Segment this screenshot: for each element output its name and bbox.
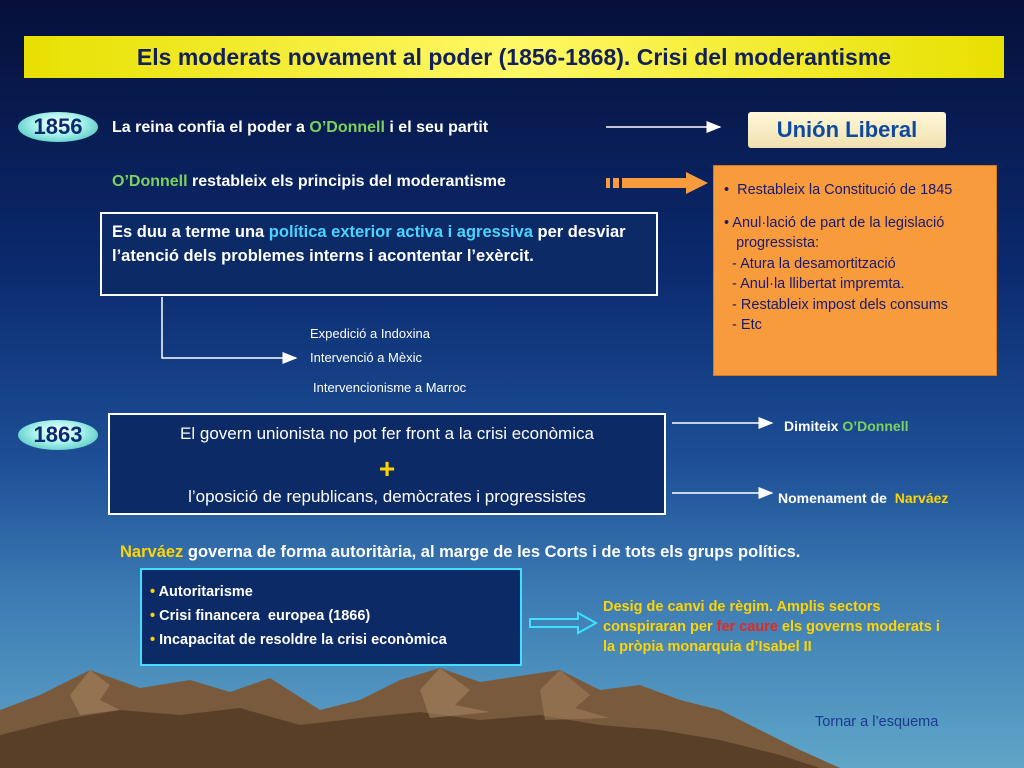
measure-line: • Restableix la Constitució de 1845 xyxy=(724,182,953,198)
striped-arrow xyxy=(606,170,710,196)
cause-text: Crisi financera europea (1866) xyxy=(159,608,371,624)
measure-line: - Atura la desamortització xyxy=(724,255,896,272)
text-post: per desviar l’atenció dels problemes interns i acontentar l’exèrcit. xyxy=(112,223,626,265)
measures-box xyxy=(713,165,997,376)
consequence-highlight: fer caure xyxy=(716,619,778,635)
foreign-policy-box xyxy=(100,212,658,296)
measure-line: - Restableix impost dels consums xyxy=(724,296,949,313)
cause-item xyxy=(150,628,512,652)
text-pre: Dimiteix xyxy=(784,418,843,434)
intervention-mexico: Intervenció a Mèxic xyxy=(310,350,422,365)
narvaez-name: Narváez xyxy=(120,543,184,561)
foreign-policy-highlight: política exterior activa i agressiva xyxy=(268,223,533,241)
measure-line: - Etc xyxy=(724,317,762,333)
appointment-text xyxy=(778,490,948,506)
back-to-outline-link[interactable]: Tornar a l’esquema xyxy=(815,714,939,730)
measure-line: • Anul·lació de part de la legislació xyxy=(724,214,945,231)
consequence-text xyxy=(603,597,953,657)
expedition-indoxina: Expedició a Indoxina xyxy=(310,326,430,341)
text-pre: Nomenament de xyxy=(778,490,895,506)
consequence-arrow xyxy=(528,610,598,636)
odonnell-name: O’Donnell xyxy=(842,418,909,434)
cause-item xyxy=(150,580,512,604)
cause-item xyxy=(150,604,512,628)
crisis-box xyxy=(108,413,666,515)
union-liberal-banner: Unión Liberal xyxy=(748,112,946,148)
odonnell-name: O’Donnell xyxy=(309,119,385,136)
measure-line: - Anul·la llibertat impremta. xyxy=(724,276,905,292)
crisis-line: El govern unionista no pot fer front a la crisi econòmica xyxy=(180,424,594,443)
text-part1: Desig de canvi de règim. Amplis sectors conspiraran per xyxy=(603,599,881,635)
text-post: restableix els principis del moderantisme xyxy=(187,173,506,190)
text-post: i el seu partit xyxy=(384,119,489,136)
measure-line: progressista: xyxy=(724,235,820,251)
queen-confides-text xyxy=(112,119,488,137)
text-pre: Es duu a terme una xyxy=(112,223,269,241)
cause-text: Autoritarisme xyxy=(158,584,253,600)
year-badge-1863: 1863 xyxy=(18,420,98,450)
resignation-text xyxy=(784,418,908,434)
year-badge-1856: 1856 xyxy=(18,112,98,142)
causes-box xyxy=(140,568,522,666)
bullet-icon: • xyxy=(150,608,156,624)
opposition-line: l’oposició de republicans, demòcrates i progressistes xyxy=(188,487,586,506)
text-post: governa de forma autoritària, al marge de les Corts i de tots els grups polítics. xyxy=(183,543,801,561)
plus-sign: + xyxy=(378,453,396,484)
bullet-icon: • xyxy=(150,632,156,648)
intervention-morocco: Intervencionisme a Marroc xyxy=(313,380,467,395)
bullet-icon: • xyxy=(150,584,156,600)
page-title: Els moderats novament al poder (1856-1868). Crisi del moderantisme xyxy=(24,36,1004,78)
odonnell-name: O’Donnell xyxy=(112,173,188,190)
cause-text: Incapacitat de resoldre la crisi econòmica xyxy=(159,632,447,648)
restores-principles-text xyxy=(112,173,506,191)
narvaez-governs-text xyxy=(120,543,800,562)
text-pre: La reina confia el poder a xyxy=(112,119,310,136)
text-part2: els governs moderats i la pròpia monarquia d’Isabel II xyxy=(603,619,940,655)
narvaez-name: Narváez xyxy=(894,490,949,506)
